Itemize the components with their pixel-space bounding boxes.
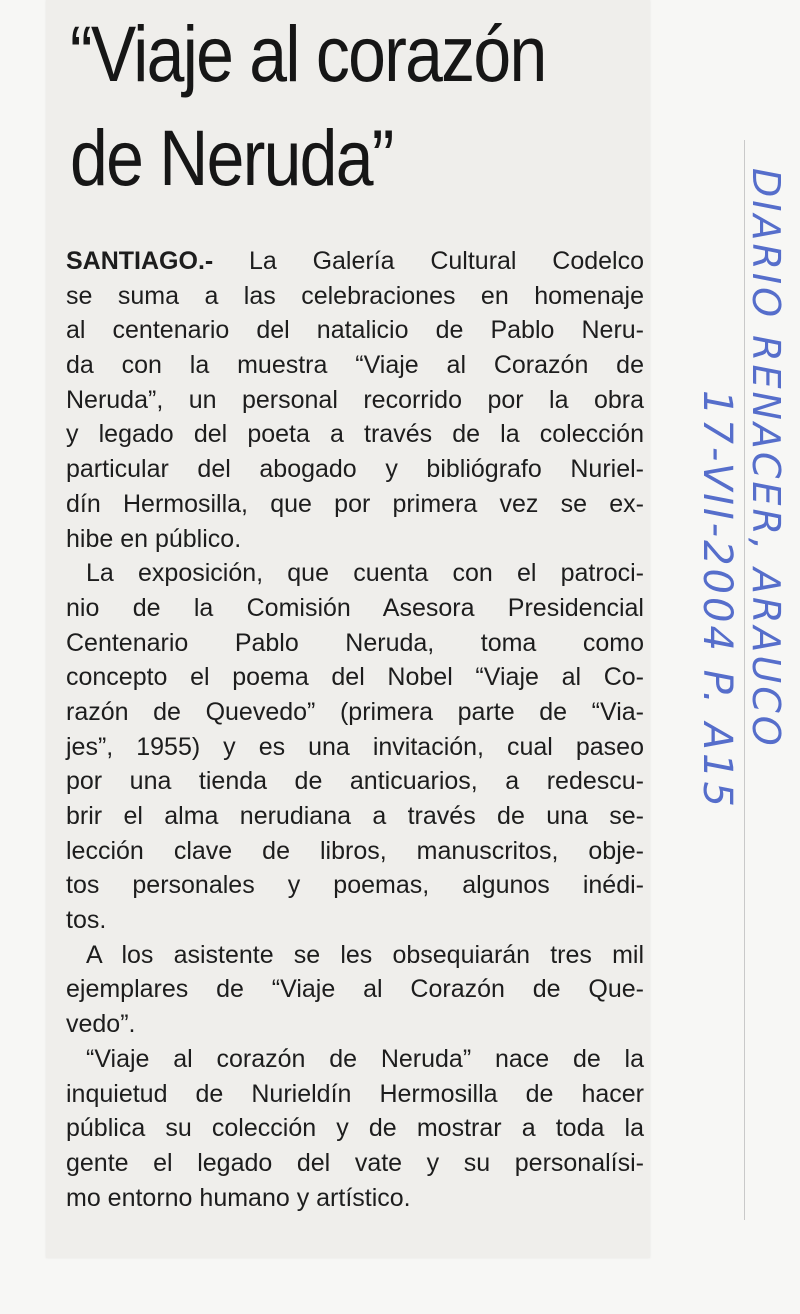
headline (70, 2, 569, 210)
body-line: y legado del poeta a través de la colección (66, 420, 644, 449)
body-line: por una tienda de anticuarios, a redescu- (66, 767, 644, 796)
body-line: tos personales y poemas, algunos inédi- (66, 871, 644, 900)
body-line: “Viaje al corazón de Neruda” nace de la (86, 1044, 644, 1073)
body-line: Neruda”, un personal recorrido por la obra (66, 385, 644, 414)
body-line: particular del abogado y bibliógrafo Nuriel- (66, 455, 644, 484)
body-line: se suma a las celebraciones en homenaje (66, 281, 644, 310)
body-line: gente el legado del vate y su personalísi- (66, 1148, 644, 1177)
body-line: ejemplares de “Viaje al Corazón de Que- (66, 975, 644, 1004)
headline-line-2: de Neruda” (70, 113, 393, 202)
body-line: concepto el poema del Nobel “Viaje al Co- (66, 663, 644, 692)
handwritten-date-note: 17-VII-2004 P. A15 (694, 390, 740, 810)
body-line: dín Hermosilla, que por primera vez se ex- (66, 489, 644, 518)
body-line: nio de la Comisión Asesora Presidencial (66, 593, 644, 622)
body-line: pública su colección y de mostrar a toda la (66, 1114, 644, 1143)
body-line: jes”, 1955) y es una invitación, cual paseo (66, 732, 644, 761)
handwritten-source-note: DIARIO RENACER, ARAUCO (744, 168, 788, 749)
body-line: razón de Quevedo” (primera parte de “Via- (66, 697, 644, 726)
article-body (66, 244, 644, 1215)
body-line: vedo”. (66, 1010, 136, 1039)
body-line: al centenario del natalicio de Pablo Neru- (66, 316, 644, 345)
body-line: Centenario Pablo Neruda, toma como (66, 628, 644, 657)
headline-line-1: “Viaje al corazón (70, 9, 546, 98)
body-line: La exposición, que cuenta con el patroci- (86, 559, 644, 588)
body-line: inquietud de Nurieldín Hermosilla de hacer (66, 1079, 644, 1108)
body-line (66, 244, 644, 279)
body-line: A los asistente se les obsequiarán tres mil (86, 940, 644, 969)
body-line: mo entorno humano y artístico. (66, 1183, 411, 1212)
body-line: brir el alma nerudiana a través de una se- (66, 802, 644, 830)
dateline: SANTIAGO.- (66, 247, 214, 275)
body-line: hibe en público. (66, 524, 242, 553)
body-line: lección clave de libros, manuscritos, obje- (66, 836, 644, 865)
body-line-text: La Galería Cultural Codelco (213, 247, 644, 275)
body-line: tos. (66, 906, 107, 935)
body-line: da con la muestra “Viaje al Corazón de (66, 351, 644, 380)
